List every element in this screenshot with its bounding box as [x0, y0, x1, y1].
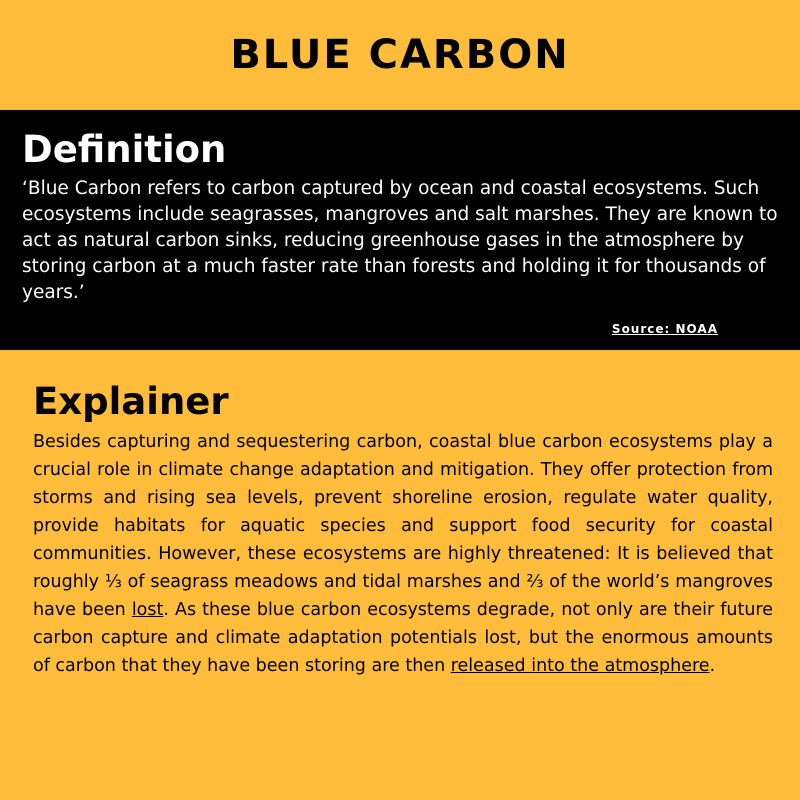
explainer-text	[33, 428, 773, 680]
title-band	[0, 0, 800, 110]
definition-section	[0, 110, 800, 350]
explainer-section	[0, 350, 800, 800]
explainer-text-part-1: Besides capturing and sequestering carbon, coastal blue carbon ecosystems play a crucial role in climate change adaptation and mitigation. They offer protection from storms and rising sea levels, prevent shoreline erosion, regulate water quality, provide habitats for aquatic species and support food security for coastal communities. However, these ecosystems are highly threatened: It is believed that roughly ⅓ of seagrass meadows and tidal marshes and ⅔ of the world’s mangroves have been	[33, 432, 773, 620]
definition-text: ‘Blue Carbon refers to carbon captured by ocean and coastal ecosystems. Such ecosystems include seagrasses, mangroves and salt marshes. They are known to act as natural carbon sinks, reducing greenhouse gases in the atmosphere by storing carbon at a much faster rate than forests and holding it for thousands of years.’	[22, 178, 778, 303]
page-title: BLUE CARBON	[230, 32, 570, 78]
explainer-heading: Explainer	[33, 380, 229, 423]
definition-heading: Definition	[22, 128, 227, 171]
explainer-text-part-3: .	[709, 656, 716, 676]
explainer-text-part-2: . As these blue carbon ecosystems degrade, not only are their future carbon capture and climate adaptation potentials lost, but the enormous amounts of carbon that they have been storing are then	[33, 600, 774, 676]
lost-link[interactable]: lost	[131, 600, 164, 620]
source-link[interactable]: Source: NOAA	[611, 322, 718, 336]
released-into-atmosphere-link[interactable]: released into the atmosphere	[450, 656, 710, 676]
